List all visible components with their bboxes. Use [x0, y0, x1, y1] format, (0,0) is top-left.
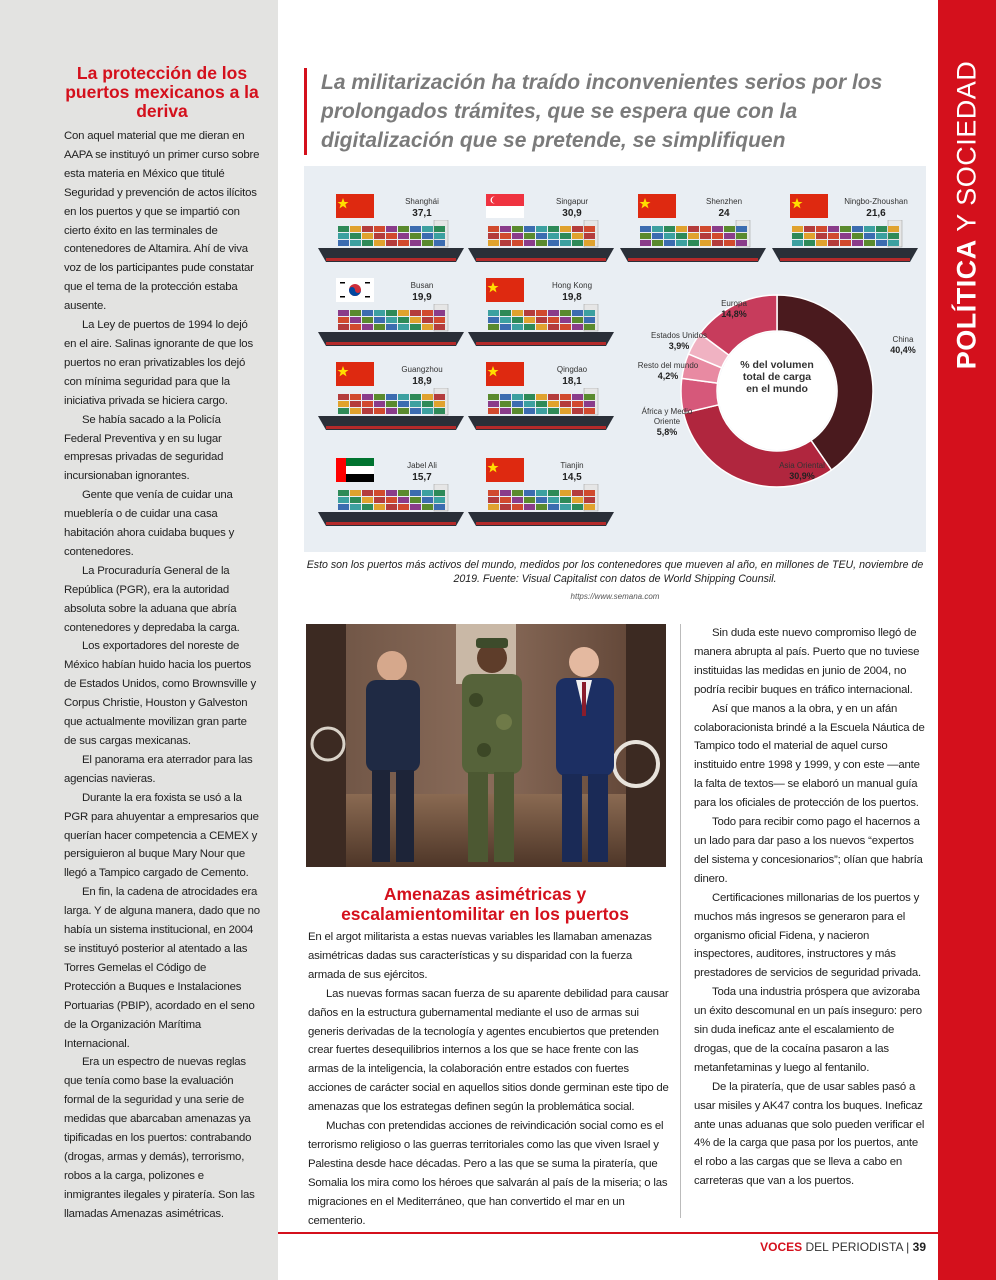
paragraph: En fin, la cadena de atrocidades era larga. Y de alguna manera, dado que no había un sistema institucional, en 2004 se instituyó posterior al atentado a las Torres Gemelas el Código de Protección a Buques e Instalaciones Portuarias (PBIP), acordado en el seno de la Organización Marítima Internacional. [64, 886, 260, 1050]
port-card [316, 458, 466, 548]
port-teu-value: 19,8 [562, 292, 582, 303]
paragraph: Durante la era foxista se usó a la PGR para ahuyentar a empresarios que querían hacer competencia a CEMEX y persiguieron al buque Mary Nour que llegó a Tampico cargado de Cemento. [64, 791, 259, 880]
port-name: Guangzhou [401, 365, 443, 374]
pull-quote [304, 68, 924, 155]
china-flag-icon [638, 194, 676, 218]
left-article-body [64, 127, 260, 1224]
china-flag-icon [486, 278, 524, 302]
china-flag-icon [790, 194, 828, 218]
port-name: Ningbo-Zhoushan [844, 197, 908, 206]
paragraph: La Procuraduría General de la República (PGR), era la autoridad absoluta sobre la aduana que abría contenedores y depredaba la carga. [64, 564, 240, 634]
container-ship-icon [770, 220, 920, 268]
paragraph: Los exportadores del noreste de México habían huido hacia los puertos de Estados Unidos, como Brownsville y Corpus Christie, Houston y Galveston que actualmente movilizan gran parte de sus cargas mexicanas. [64, 640, 257, 747]
china-flag-icon [336, 194, 374, 218]
right-article-body [694, 624, 926, 1191]
footer-separator: | [906, 1240, 910, 1254]
paragraph: Toda una industria próspera que avizoraba un éxito descomunal en un país inseguro: pero sin duda ineficaz ante el escalamiento de drogas, que de la cocaína pasaron a las metanfetaminas y luego al fentanilo. [694, 986, 922, 1074]
donut-center-label: % del volumen total de carga en el mundo [740, 359, 814, 395]
port-name: Jabel Ali [407, 461, 437, 470]
container-ship-icon [316, 388, 466, 436]
footer-rule [278, 1232, 938, 1234]
port-card [316, 194, 466, 284]
port-name: Shanghái [405, 197, 439, 206]
singapore-flag-icon [486, 194, 524, 218]
section-label: POLÍTICA Y SOCIEDAD [951, 60, 982, 370]
mid-article-title: Amenazas asimétricas y escalamientomilitar en los puertos [341, 884, 629, 924]
label-europa: Europa 14,8% [721, 299, 747, 319]
paragraph: Sin duda este nuevo compromiso llegó de manera abrupta al país. Puerto que no tuviese instituidas las medidas en junio de 2004, no podría recibir buques en tráfico internacional. [694, 627, 920, 696]
port-teu-value: 18,1 [562, 376, 582, 387]
container-ship-icon [316, 220, 466, 268]
port-name: Busan [410, 281, 434, 290]
port-teu-value: 19,9 [412, 292, 432, 303]
port-card [466, 362, 616, 452]
paragraph: Certificaciones millonarias de los puertos y muchos más ingresos se generaron para el organismo oficial Fidena, y nacieron inspectores, auditores, instructores y más prestadores de servicios de seguridad privada. [694, 891, 921, 980]
port-name: Qingdao [556, 365, 588, 374]
mid-article-body [308, 928, 670, 1231]
paragraph: Las nuevas formas sacan fuerza de su aparente debilidad para causar daños en la estructura gubernamental mediante el uso de armas sui generis derivadas de la tecnología y agentes encubiertos que pretenden crear fuertes desequilibrios internos a los que se hace frente con las armas de la inteligencia, la colaboración entre estados con fuertes acciones de carácter social en aquellos sitios donde germinan este tipo de amenazas que los estrategas definen según la problemática social. [308, 987, 669, 1114]
container-ship-icon [316, 304, 466, 352]
container-ship-icon [466, 388, 616, 436]
container-ship-icon [618, 220, 768, 268]
port-name: Tianjin [560, 461, 584, 470]
magazine-name-rest: DEL PERIODISTA [802, 1240, 903, 1254]
container-ship-icon [316, 484, 466, 532]
port-teu-value: 37,1 [412, 208, 432, 219]
china-flag-icon [486, 362, 524, 386]
paragraph: Gente que venía de cuidar una mueblería o de cuidar una casa habitación ahora cuidaba buques y contenedores. [64, 489, 235, 558]
port-name: Singapur [555, 197, 589, 206]
port-teu-value: 18,9 [412, 376, 432, 387]
port-card [770, 194, 920, 284]
infographic-caption: Esto son los puertos más activos del mundo, medidos por los contenedores que mueven al año, en millones de TEU, noviembre de 2019. Fuente: Visual Capitalist con datos de World Shipping Counsil. [306, 559, 924, 585]
paragraph: Así que manos a la obra, y en un afán colaboracionista brindé a la Escuela Náutica de Tampico todo el material de aquel curso instituido entre 1998 y 1999, y con este —ante la falta de textos— se elaboró un manual guía para los oficiales de protección de los puertos. [694, 702, 925, 810]
label-estados-unidos: Estados Unidos 3,9% [650, 331, 708, 351]
photo-three-officials [306, 624, 666, 867]
magazine-brand: VOCES [760, 1240, 803, 1254]
paragraph: La Ley de puertos de 1994 lo dejó en el aire. Salinas ignorante de que los puertos no eran privatizables los dejó con mínima seguridad para que la iniciativa privada se hiciera cargo. [64, 319, 253, 407]
china-flag-icon [336, 362, 374, 386]
paragraph: Era un espectro de nuevas reglas que tenía como base la evaluación formal de la seguridad y una serie de medidas que abarcaban amenazas ya tipificadas en los puertos: contrabando (drogas, armas y demás), terrorismo, robos a la carga, polizones e inmigrantes ilegales y piratería. Son las llamadas Amenazas asimétricas. [64, 1056, 255, 1220]
page-number: 39 [912, 1240, 926, 1254]
port-teu-value: 14,5 [562, 472, 582, 483]
container-ship-icon [466, 484, 616, 532]
paragraph: Muchas con pretendidas acciones de reivindicación social como es el terrorismo religioso o las guerras territoriales como las que viven Israel y Palestina desde hace décadas. Pero a las que se suma la piratería, que Somalia los mira como los héroes que salvarán al país de la miseria; o las migraciones en el Mediterráneo, que han convertido el mar en un cementerio. [308, 1120, 668, 1227]
container-ship-icon [466, 304, 616, 352]
uae-flag-icon [336, 458, 374, 482]
paragraph: Todo para recibir como pago el hacernos a un lado para dar paso a los nuevos “expertos del sistema y concesionarios”; olían que habría dinero. [694, 816, 923, 885]
port-name: Hong Kong [551, 281, 593, 290]
left-article [64, 64, 260, 1224]
port-name: Shenzhen [705, 197, 743, 206]
china-flag-icon [486, 458, 524, 482]
paragraph: El panorama era aterrador para las agencias navieras. [64, 753, 253, 785]
paragraph: Con aquel material que me dieran en AAPA se instituyó un primer curso sobre esta materia en México que titulé Seguridad y prevención de actos ilícitos en los puertos y que se impartió con cierto éxito en las terminales de contenedores de Altamira. Ahí de viva voz de los participantes pude constatar que el tema de la protección estaba ausente. [64, 130, 260, 313]
paragraph: De la piratería, que de usar sables pasó a usar misiles y AK47 contra los buques. Ineficaz ante unas aduanas que solo pueden verificar el 4% de la carga que pasa por los puertos, ante el robo a las cargas que se lleva a cabo en carreteras que van a los puertos. [694, 1080, 925, 1188]
section-band [938, 0, 996, 1280]
source-url: https://www.semana.com [570, 592, 660, 601]
cargo-donut-chart [622, 291, 926, 551]
label-asia-oriental: Asia Oriental 30,9% [779, 461, 825, 481]
page-footer [760, 1240, 926, 1254]
paragraph: En el argot militarista a estas nuevas variables les llamaban amenazas asimétricas dadas sus características y su disparidad con la fuerza armada de sus ejércitos. [308, 931, 652, 981]
column-divider [680, 624, 681, 1218]
left-article-title: La protección de los puertos mexicanos a la deriva [65, 63, 259, 121]
label-resto-del-mundo: Resto del mundo 4,2% [637, 361, 699, 381]
port-teu-value: 21,6 [866, 208, 886, 219]
port-teu-value: 30,9 [562, 208, 582, 219]
port-card [466, 278, 616, 368]
ports-infographic [304, 166, 926, 552]
port-card [316, 278, 466, 368]
korea-flag-icon [336, 278, 374, 302]
left-column [0, 0, 278, 1280]
label-china: China 40,4% [890, 335, 916, 355]
port-card [466, 458, 616, 548]
port-card [316, 362, 466, 452]
port-teu-value: 15,7 [412, 472, 432, 483]
photo-illustration [306, 624, 666, 867]
port-teu-value: 24 [718, 208, 730, 219]
port-card [618, 194, 768, 284]
pull-quote-text: La militarización ha traído inconvenientes serios por los prolongados trámites, que se espera que con la digitalización que se pretende, se simplifiquen [321, 71, 883, 152]
paragraph: Se había sacado a la Policía Federal Preventiva y en su lugar empresas privadas de seguridad incursionaban ignorantes. [64, 413, 224, 483]
label-africa-medio-oriente: África y Medio Oriente 5,8% [641, 407, 693, 437]
port-card [466, 194, 616, 284]
container-ship-icon [466, 220, 616, 268]
